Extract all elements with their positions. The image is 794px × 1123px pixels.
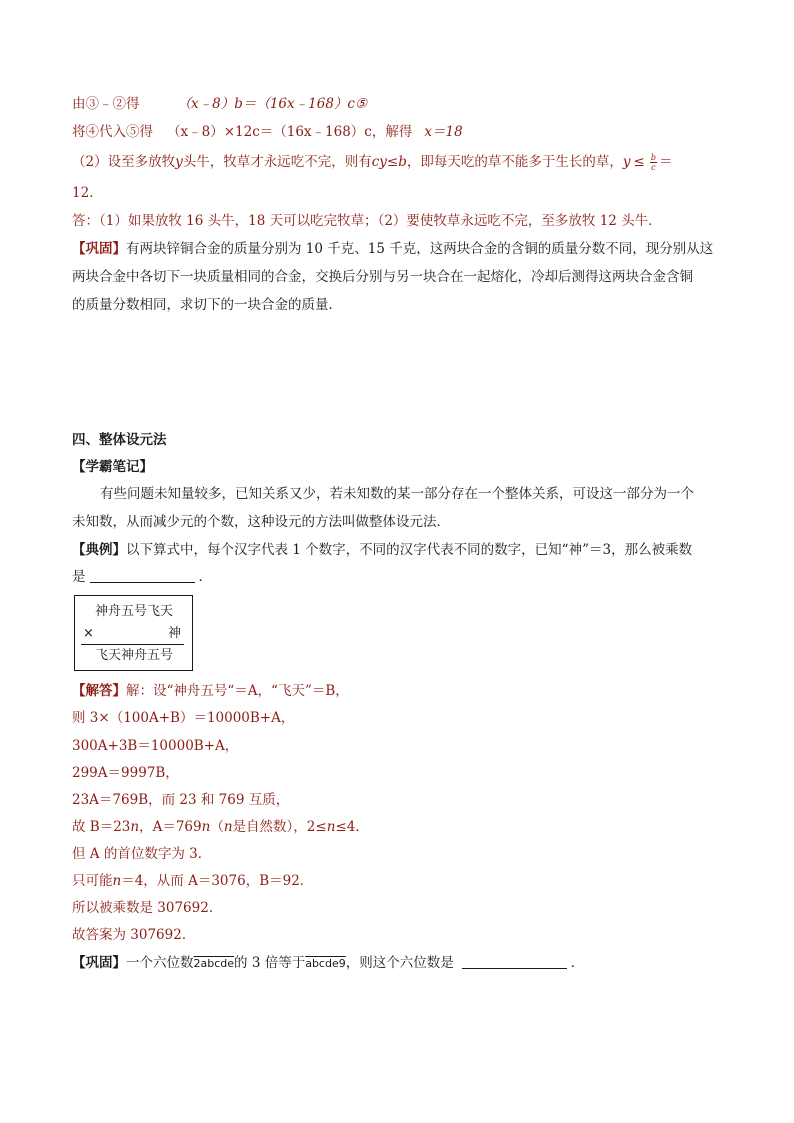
derivation-step-label: 将④代入⑤得 [72,124,153,140]
consolidation-line-1 [72,239,713,259]
answer-line: 答：（1）如果放牧 16 头牛，18 天可以吃完牧草；（2）要使牧草永远吃不完，至多放牧 12 头牛． [72,213,662,229]
derivation-line-3 [72,152,672,172]
answer-blank [462,954,567,969]
consolidation-text: 有两块锌铜合金的质量分别为 10 千克、15 千克，这两块合金的含铜的质量分数不同，现分别从这 [126,241,714,257]
text-fragment: ，则这个六位数是 [345,955,454,971]
product-rule [81,644,184,645]
consolidation-line-2: 两块合金中各切下一块质量相同的合金，交换后分别与另一块合在一起熔化，冷却后测得这两块合金含铜 [72,269,693,285]
equation-5: （x﹣8）b＝（16x﹣168）c⑤ [177,96,368,112]
solution-line-2: 则 3×（100A+B）＝10000B+A， [72,710,295,726]
product: 飞天神舟五号 [95,648,174,663]
text-fragment: ． [570,955,585,971]
derivation-equation: （x﹣8）×12c＝（16x﹣168）c，解得 [167,124,413,140]
text-fragment: 的 3 倍等于 [234,955,306,971]
text-fragment: ＝4，从而 A＝3076，B＝92． [121,873,314,889]
consolidation-tag: 【巩固】 [72,955,126,971]
notes-tag: 【学霸笔记】 [72,459,153,475]
solution-line-9: 所以被乘数是 307692． [72,900,223,916]
section-heading: 四、整体设元法 [72,432,167,448]
solution-text: 解：设“神舟五号“＝A，“飞天”＝B， [126,683,349,699]
solution-line-4: 299A＝9997B， [72,765,179,781]
example-line-2 [72,567,212,587]
text-fragment: 故 B＝23 [72,819,131,835]
solution-line-6 [72,817,369,837]
leq-sign: ≤ [633,154,645,170]
solution-line-3: 300A+3B＝10000B+A， [72,738,239,754]
text-fragment: ． [198,569,212,585]
multiplier: 神 [168,626,182,641]
variable-y: y [622,154,631,170]
equals-sign: ＝ [658,154,673,170]
text-fragment: 是 [72,569,86,585]
text-fragment: 是自然数），2≤ [232,819,327,835]
text-fragment: ，即每天吃的草不能多于生长的草， [406,154,623,170]
text-fragment: （ [210,819,224,835]
text-fragment: 头牛，牧草才永远吃不完，则有 [182,154,372,170]
times-sign: × [83,626,94,641]
fraction-numerator: b [650,153,656,162]
solution-line-5: 23A＝769B，而 23 和 769 互质， [72,792,290,808]
six-digit-number-2: abcde9 [305,957,346,970]
derivation-line-2 [72,122,463,142]
six-digit-number-1: 2abcde [193,957,235,970]
consolidation-line-3: 的质量分数相同，求切下的一块合金的质量． [72,297,342,313]
derivation-step-label: 由③﹣②得 [72,96,140,112]
text-fragment: 一个六位数 [126,955,194,971]
fraction-b-over-c [650,153,657,172]
inequality: cy≤b [371,154,407,170]
text-fragment: 只可能 [72,873,113,889]
example-line-1 [72,540,692,560]
text-fragment: ，A＝769 [139,819,202,835]
text-fragment: ≤4． [335,819,369,835]
variable-n: n [223,819,233,835]
variable-n: n [201,819,211,835]
solution-line-8 [72,871,313,891]
example-text: 以下算式中，每个汉字代表 1 个数字，不同的汉字代表不同的数字，已知“神”＝3，那么被乘数 [126,542,693,558]
solution-line-10: 故答案为 307692． [72,927,196,943]
variable-n: n [112,873,122,889]
consolidation-question [72,953,584,974]
multiplication-box [74,595,193,671]
derivation-line-4: 12． [72,185,103,201]
solution-line-7: 但 A 的首位数字为 3． [72,846,212,862]
variable-y: y [175,154,183,170]
text-fragment: （2）设至多放牧 [72,154,176,170]
derivation-line-1 [72,94,367,114]
variable-n: n [130,819,140,835]
example-tag: 【典例】 [72,542,126,558]
multiplicand: 神舟五号飞天 [95,604,174,619]
variable-n: n [326,819,336,835]
consolidation-tag: 【巩固】 [72,241,126,257]
solution-tag: 【解答】 [72,683,126,699]
solution-line-1 [72,681,349,701]
fraction-denominator: c [651,163,656,172]
notes-line-1: 有些问题未知量较多，已知关系又少，若未知数的某一部分存在一个整体关系，可设这一部分为一个 [100,486,694,502]
answer-blank [90,568,195,583]
notes-line-2: 未知数，从而减少元的个数，这种设元的方法叫做整体设元法． [72,514,450,530]
solution-x: x＝18 [424,124,463,140]
